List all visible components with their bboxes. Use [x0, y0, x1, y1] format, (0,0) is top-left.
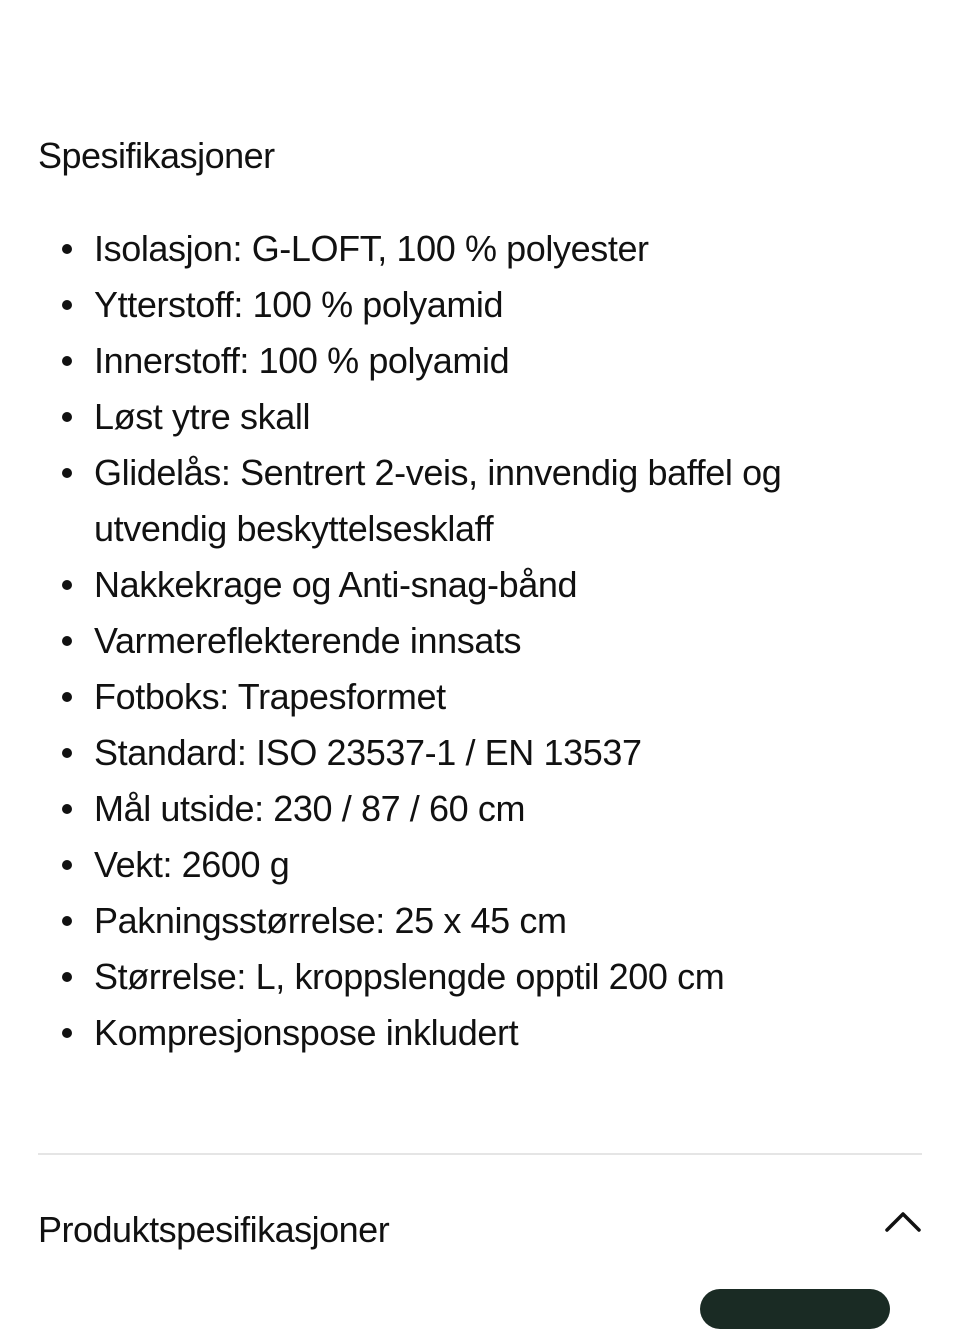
- bullet-icon: [62, 468, 72, 478]
- bullet-icon: [62, 1028, 72, 1038]
- spec-item-text: Nakkekrage og Anti-snag-bånd: [94, 564, 578, 605]
- spec-item-text: Vekt: 2600 g: [94, 844, 290, 885]
- bullet-icon: [62, 412, 72, 422]
- product-specs-accordion-toggle[interactable]: [38, 1200, 922, 1260]
- spec-item: [38, 221, 898, 277]
- bullet-icon: [62, 300, 72, 310]
- spec-item-text: Løst ytre skall: [94, 396, 311, 437]
- spec-item: [38, 893, 898, 949]
- bullet-icon: [62, 244, 72, 254]
- spec-item: [38, 613, 898, 669]
- bullet-icon: [62, 692, 72, 702]
- specifications-list: [38, 221, 898, 1061]
- spec-item-text: Ytterstoff: 100 % polyamid: [94, 284, 504, 325]
- spec-item-text: Innerstoff: 100 % polyamid: [94, 340, 510, 381]
- bullet-icon: [62, 748, 72, 758]
- specifications-heading: Spesifikasjoner: [38, 135, 275, 176]
- spec-item: [38, 837, 898, 893]
- bullet-icon: [62, 580, 72, 590]
- bullet-icon: [62, 860, 72, 870]
- product-specs-title: Produktspesifikasjoner: [38, 1209, 390, 1250]
- spec-item-text: Pakningsstørrelse: 25 x 45 cm: [94, 900, 567, 941]
- spec-item-text: Størrelse: L, kroppslengde opptil 200 cm: [94, 956, 725, 997]
- spec-item: [38, 557, 898, 613]
- spec-item: [38, 389, 898, 445]
- spec-item-text: Fotboks: Trapesformet: [94, 676, 446, 717]
- spec-item-text: Isolasjon: G-LOFT, 100 % polyester: [94, 228, 649, 269]
- bullet-icon: [62, 804, 72, 814]
- bullet-icon: [62, 636, 72, 646]
- spec-item: [38, 445, 898, 557]
- spec-item-text: Mål utside: 230 / 87 / 60 cm: [94, 788, 526, 829]
- spec-item-text: Glidelås: Sentrert 2-veis, innvendig baffel og utvendig beskyttelsesklaff: [94, 452, 782, 549]
- section-divider: [38, 1153, 922, 1155]
- spec-item: [38, 781, 898, 837]
- spec-item: [38, 277, 898, 333]
- spec-item: [38, 1005, 898, 1061]
- bullet-icon: [62, 356, 72, 366]
- spec-item-text: Standard: ISO 23537-1 / EN 13537: [94, 732, 642, 773]
- spec-item: [38, 333, 898, 389]
- bullet-icon: [62, 972, 72, 982]
- floating-action-button[interactable]: [700, 1289, 890, 1329]
- chevron-up-icon[interactable]: [884, 1210, 922, 1234]
- spec-item: [38, 669, 898, 725]
- spec-item-text: Varmereflekterende innsats: [94, 620, 522, 661]
- spec-item: [38, 725, 898, 781]
- bullet-icon: [62, 916, 72, 926]
- spec-item-text: Kompresjonspose inkludert: [94, 1012, 519, 1053]
- spec-item: [38, 949, 898, 1005]
